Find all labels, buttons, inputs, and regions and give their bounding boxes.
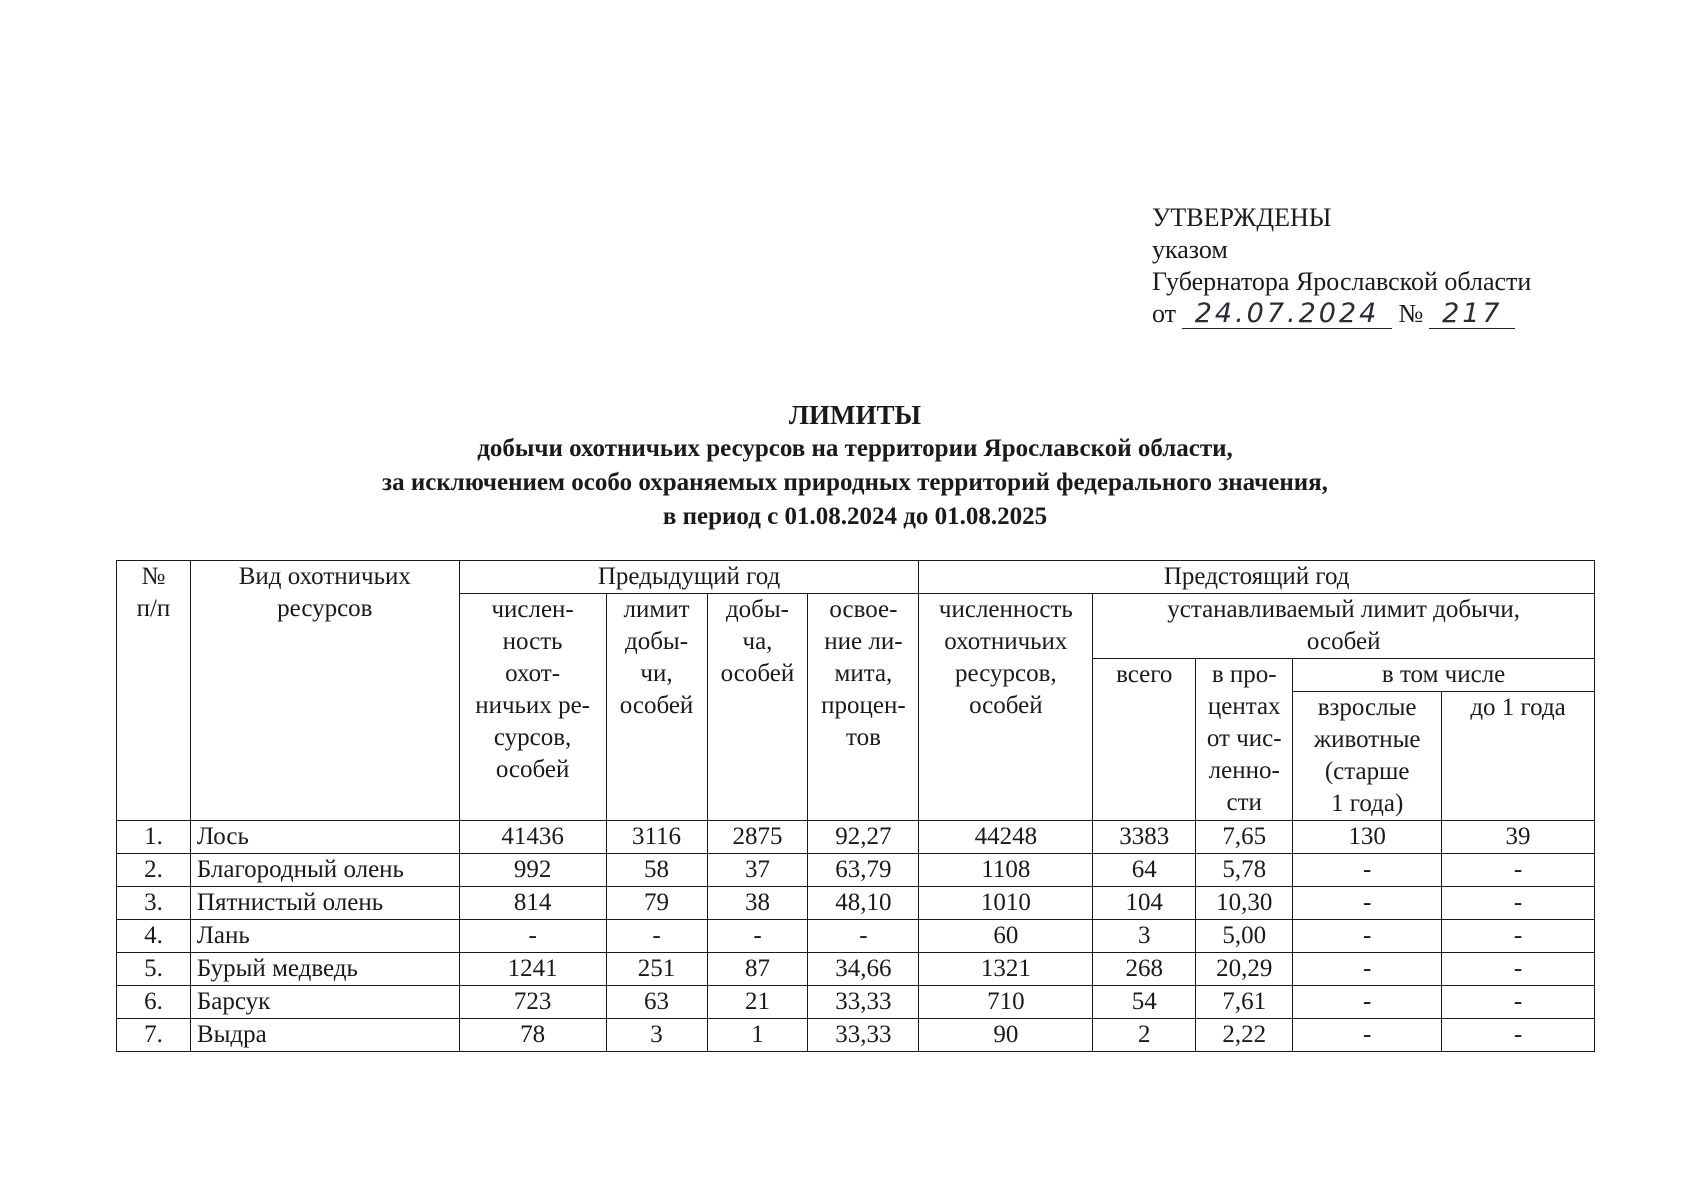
species-name: Выдра <box>190 1019 459 1052</box>
next-population: 1010 <box>919 887 1093 920</box>
limit-adults: - <box>1293 920 1442 953</box>
limit-total: 104 <box>1093 887 1196 920</box>
prev-limit: 3 <box>606 1019 707 1052</box>
from-label: от <box>1152 299 1177 328</box>
approval-block <box>1152 202 1531 330</box>
table-row <box>117 821 1595 854</box>
next-population: 44248 <box>919 821 1093 854</box>
header-total: всего <box>1093 659 1196 821</box>
approval-date-line <box>1152 298 1531 330</box>
table-row <box>117 986 1595 1019</box>
decree-date: 24.07.2024 <box>1182 300 1392 329</box>
prev-population: 41436 <box>459 821 606 854</box>
prev-population: 814 <box>459 887 606 920</box>
prev-population: - <box>459 920 606 953</box>
header-num: № п/п <box>117 561 191 821</box>
limit-total: 64 <box>1093 854 1196 887</box>
header-row-1 <box>117 561 1595 594</box>
row-number: 4. <box>117 920 191 953</box>
next-population: 1321 <box>919 953 1093 986</box>
title-line-2: за исключением особо охраняемых природных территорий федерального значения, <box>382 469 1328 496</box>
prev-population: 1241 <box>459 953 606 986</box>
header-species: Вид охотничьих ресурсов <box>190 561 459 821</box>
prev-use: 63,79 <box>808 854 919 887</box>
limit-total: 268 <box>1093 953 1196 986</box>
prev-population: 992 <box>459 854 606 887</box>
limit-adults: - <box>1293 887 1442 920</box>
prev-harvest: 21 <box>707 986 808 1019</box>
species-name: Барсук <box>190 986 459 1019</box>
prev-use: 92,27 <box>808 821 919 854</box>
limit-total: 2 <box>1093 1019 1196 1052</box>
approval-line-approved: УТВЕРЖДЕНЫ <box>1152 203 1332 232</box>
header-prev-harvest: добы- ча, особей <box>707 594 808 821</box>
prev-harvest: 38 <box>707 887 808 920</box>
table-row <box>117 887 1595 920</box>
prev-limit: 58 <box>606 854 707 887</box>
header-adults: взрослые животные (старше 1 года) <box>1293 692 1442 821</box>
prev-limit: 251 <box>606 953 707 986</box>
limit-under1: - <box>1442 854 1595 887</box>
limit-under1: - <box>1442 887 1595 920</box>
limit-under1: - <box>1442 920 1595 953</box>
limit-adults: - <box>1293 986 1442 1019</box>
prev-use: 34,66 <box>808 953 919 986</box>
table-row <box>117 920 1595 953</box>
header-next-limit: устанавливаемый лимит добычи, особей <box>1093 594 1595 659</box>
row-number: 6. <box>117 986 191 1019</box>
header-next-year: Предстоящий год <box>919 561 1595 594</box>
limit-adults: - <box>1293 1019 1442 1052</box>
species-name: Бурый медведь <box>190 953 459 986</box>
header-under1: до 1 года <box>1442 692 1595 821</box>
row-number: 5. <box>117 953 191 986</box>
limit-total: 54 <box>1093 986 1196 1019</box>
approval-line-decree: указом <box>1152 235 1228 264</box>
prev-use: 48,10 <box>808 887 919 920</box>
limit-percent: 5,00 <box>1196 920 1293 953</box>
prev-use: 33,33 <box>808 1019 919 1052</box>
prev-harvest: - <box>707 920 808 953</box>
prev-harvest: 87 <box>707 953 808 986</box>
limit-total: 3 <box>1093 920 1196 953</box>
limit-percent: 10,30 <box>1196 887 1293 920</box>
header-including: в том числе <box>1293 659 1595 692</box>
prev-harvest: 1 <box>707 1019 808 1052</box>
limits-table <box>116 560 1595 1052</box>
header-next-population: численность охотничьих ресурсов, особей <box>919 594 1093 821</box>
next-population: 710 <box>919 986 1093 1019</box>
prev-population: 78 <box>459 1019 606 1052</box>
table-row <box>117 953 1595 986</box>
document-title <box>0 398 1697 534</box>
limit-under1: - <box>1442 1019 1595 1052</box>
limit-adults: 130 <box>1293 821 1442 854</box>
species-name: Лось <box>190 821 459 854</box>
header-prev-use: освое- ние ли- мита, процен- тов <box>808 594 919 821</box>
limit-adults: - <box>1293 854 1442 887</box>
limit-percent: 2,22 <box>1196 1019 1293 1052</box>
limit-under1: 39 <box>1442 821 1595 854</box>
limit-under1: - <box>1442 986 1595 1019</box>
approval-line-governor: Губернатора Ярославской области <box>1152 267 1532 296</box>
prev-limit: 3116 <box>606 821 707 854</box>
prev-limit: 79 <box>606 887 707 920</box>
limit-total: 3383 <box>1093 821 1196 854</box>
prev-harvest: 2875 <box>707 821 808 854</box>
row-number: 2. <box>117 854 191 887</box>
limit-adults: - <box>1293 953 1442 986</box>
prev-population: 723 <box>459 986 606 1019</box>
limit-percent: 5,78 <box>1196 854 1293 887</box>
prev-use: - <box>808 920 919 953</box>
limit-percent: 20,29 <box>1196 953 1293 986</box>
title-main: ЛИМИТЫ <box>788 400 922 430</box>
header-prev-population: числен- ность охот- ничьих ре- сурсов, особей <box>459 594 606 821</box>
header-prev-year: Предыдущий год <box>459 561 919 594</box>
prev-limit: - <box>606 920 707 953</box>
decree-number: 217 <box>1429 300 1515 329</box>
header-percent: в про- центах от чис- ленно- сти <box>1196 659 1293 821</box>
table-row <box>117 1019 1595 1052</box>
row-number: 1. <box>117 821 191 854</box>
next-population: 1108 <box>919 854 1093 887</box>
number-label: № <box>1398 299 1424 328</box>
title-line-1: добычи охотничьих ресурсов на территории Ярославской области, <box>477 435 1233 462</box>
table-row <box>117 854 1595 887</box>
species-name: Пятнистый олень <box>190 887 459 920</box>
prev-harvest: 37 <box>707 854 808 887</box>
row-number: 7. <box>117 1019 191 1052</box>
header-prev-limit: лимит добы- чи, особей <box>606 594 707 821</box>
row-number: 3. <box>117 887 191 920</box>
prev-limit: 63 <box>606 986 707 1019</box>
species-name: Благородный олень <box>190 854 459 887</box>
title-line-3: в период с 01.08.2024 до 01.08.2025 <box>662 503 1048 530</box>
prev-use: 33,33 <box>808 986 919 1019</box>
species-name: Лань <box>190 920 459 953</box>
next-population: 60 <box>919 920 1093 953</box>
limit-percent: 7,61 <box>1196 986 1293 1019</box>
next-population: 90 <box>919 1019 1093 1052</box>
limit-percent: 7,65 <box>1196 821 1293 854</box>
limit-under1: - <box>1442 953 1595 986</box>
